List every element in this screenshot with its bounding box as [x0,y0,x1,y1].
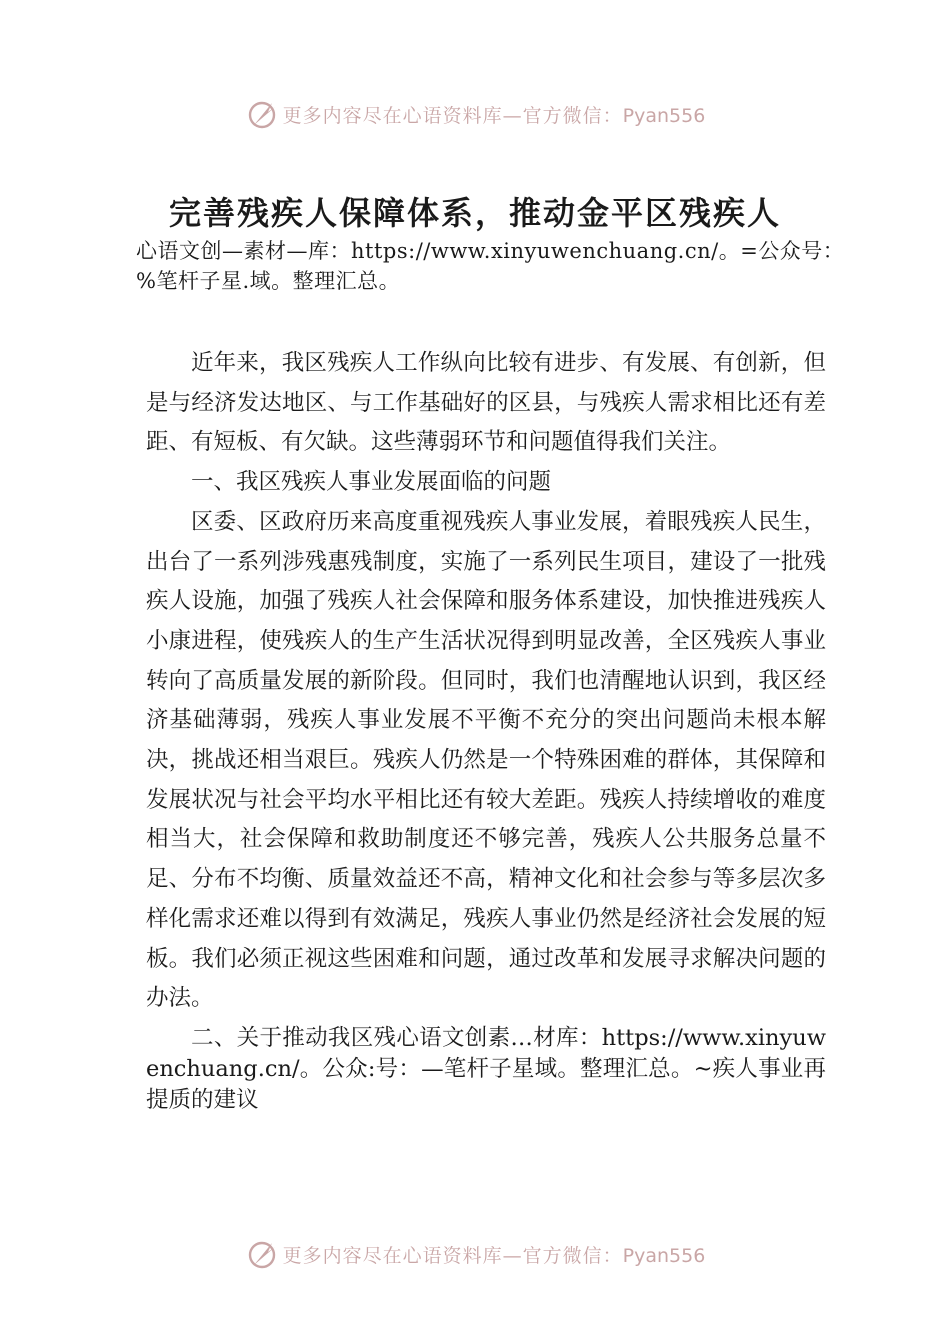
quill-logo-icon [245,97,279,131]
wechat-id: Pyan556 [622,104,706,127]
header-banner [0,94,950,134]
paragraph-problems: 区委、区政府历来高度重视残疾人事业发展，着眼残疾人民生，出台了一系列涉残惠残制度，实施了一系列民生项目，建设了一批残疾人设施，加强了残疾人社会保障和服务体系建设，加快推进残疾人小康进程，使残疾人的生产生活状况得到明显改善，全区残疾人事业转向了高质量发展的新阶段。但同时，我们也清醒地认识到，我区经济基础薄弱，残疾人事业发展不平衡不充分的突出问题尚未根本解决，挑战还相当艰巨。残疾人仍然是一个特殊困难的群体，其保障和发展状况与社会平均水平相比还有较大差距。残疾人持续增收的难度相当大，社会保障和救助制度还不够完善，残疾人公共服务总量不足、分布不均衡、质量效益还不高，精神文化和社会参与等多层次多样化需求还难以得到有效满足，残疾人事业仍然是经济社会发展的短板。我们必须正视这些困难和问题，通过改革和发展寻求解决问题的办法。 [146,508,826,1012]
paragraph-intro: 近年来，我区残疾人工作纵向比较有进步、有发展、有创新，但是与经济发达地区、与工作基础好的区县，与残疾人需求相比还有差距、有短板、有欠缺。这些薄弱环节和问题值得我们关注。 [146,350,826,456]
banner-text: 更多内容尽在心语资料库—官方微信：Pyan556 [282,1244,706,1267]
banner-text: 更多内容尽在心语资料库—官方微信：Pyan556 [282,104,706,127]
document-subtitle: 心语文创—素材—库：https://www.xinyuwenchuang.cn/。=公众号：%笔杆子星.域。整理汇总。 [136,239,845,293]
quill-logo-icon [245,1237,279,1271]
document-body [146,344,826,1116]
section-heading-2: 二、关于推动我区残心语文创素…材库：https://www.xinyuwenchuang.cn/。公众:号：—笔杆子星域。整理汇总。~疾人事业再提质的建议 [146,1024,826,1113]
section-heading-1: 一、我区残疾人事业发展面临的问题 [191,469,552,496]
footer-banner [0,1234,950,1274]
document-title: 完善残疾人保障体系，推动金平区残疾人 [168,194,781,232]
wechat-id: Pyan556 [622,1244,706,1267]
